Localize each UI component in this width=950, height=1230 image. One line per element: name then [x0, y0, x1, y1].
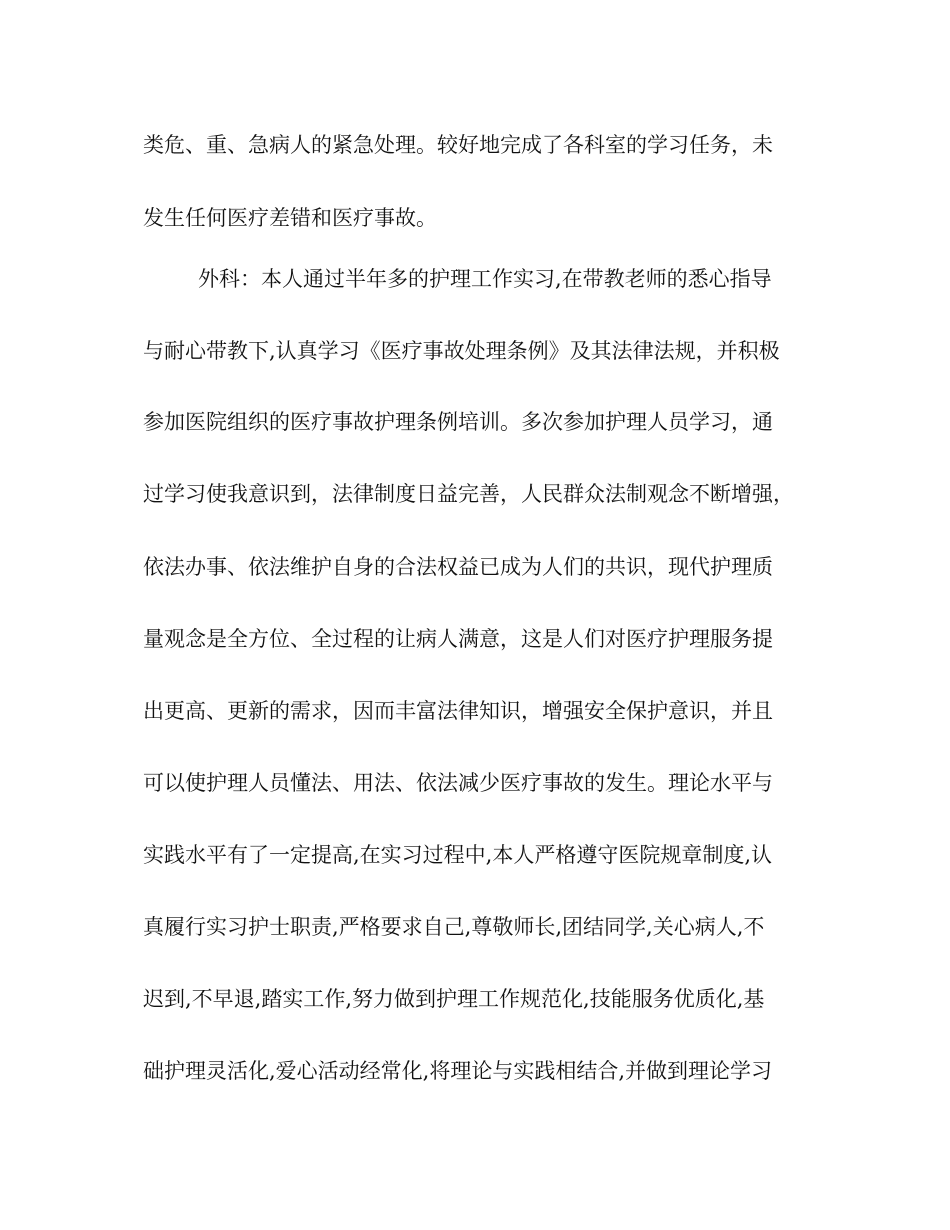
text-line: 过学习使我意识到，法律制度日益完善，人民群众法制观念不断增强，: [143, 482, 794, 506]
text-line: 真履行实习护士职责,严格要求自己,尊敬师长,团结同学,关心病人,不: [143, 915, 765, 939]
text-line: 发生任何医疗差错和医疗事故。: [143, 206, 437, 230]
text-line: 量观念是全方位、全过程的让病人满意，这是人们对医疗护理服务提: [143, 627, 773, 651]
text-line: 依法办事、依法维护自身的合法权益已成为人们的共识，现代护理质: [143, 555, 773, 579]
text-line: 类危、重、急病人的紧急处理。较好地完成了各科室的学习任务，未: [143, 133, 773, 157]
text-line: 参加医院组织的医疗事故护理条例培训。多次参加护理人员学习，通: [143, 410, 773, 434]
text-line: 迟到,不早退,踏实工作,努力做到护理工作规范化,技能服务优质化,基: [143, 987, 765, 1011]
text-line: 与耐心带教下,认真学习《医疗事故处理条例》及其法律法规，并积极: [143, 339, 780, 363]
paragraph-first-line: 外科：本人通过半年多的护理工作实习,在带教老师的悉心指导: [198, 267, 772, 291]
text-line: 可以使护理人员懂法、用法、依法减少医疗事故的发生。理论水平与: [143, 771, 773, 795]
text-line: 础护理灵活化,爱心活动经常化,将理论与实践相结合,并做到理论学习: [143, 1059, 773, 1083]
text-line: 实践水平有了一定提高,在实习过程中,本人严格遵守医院规章制度,认: [143, 843, 773, 867]
text-line: 出更高、更新的需求，因而丰富法律知识，增强安全保护意识，并且: [143, 699, 773, 723]
